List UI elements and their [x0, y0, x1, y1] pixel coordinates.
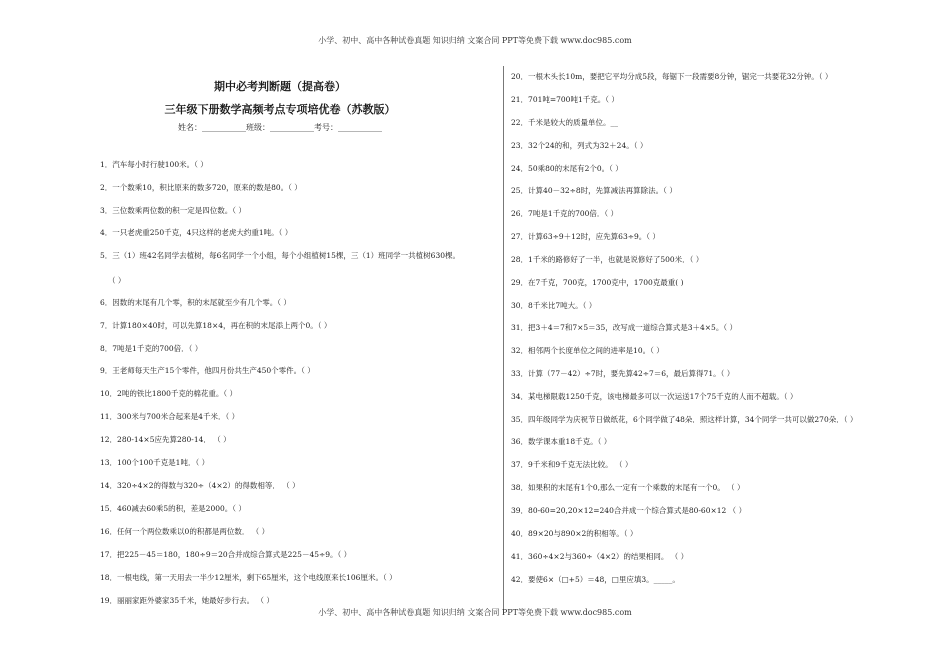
- question-item: 12．280-14×5应先算280-14． （ ）: [100, 435, 231, 444]
- question-item: 11．300米与700米合起来是4千米．（ ）: [100, 412, 240, 421]
- question-item: 23．32个24的和，列式为32＋24。（ ）: [511, 141, 648, 150]
- question-item: 19．丽丽家距外婆家35千米，她最好步行去。 （ ）: [100, 596, 274, 605]
- question-item: 20．一根木头长10m，要把它平均分成5段，每锯下一段需要8分钟，锯完一共要花32分钟。（ ）: [511, 72, 833, 81]
- header-subtitle: 三年级下册数学高频考点专项培优卷（苏教版）: [164, 103, 396, 116]
- question-item: 34．某电梯限载1250千克，该电梯最多可以一次运送17个75千克的人而不超载。（ ）: [511, 392, 798, 401]
- question-item: 35．四年级同学为庆祝节日做纸花，6个同学做了48朵．照这样计算，34个同学一共可以做270朵．（ ）: [511, 415, 858, 424]
- question-item: 30．8千米比7吨大。（ ）: [511, 301, 597, 310]
- question-item: 37．9千米和9千克无法比较。 （ ）: [511, 460, 633, 469]
- question-item: 10．2吨的铁比1800千克的棉花重。（ ）: [100, 389, 238, 398]
- question-item: 17．把225－45＝180，180÷9＝20合并成综合算式是225－45÷9。（ ）: [100, 550, 352, 559]
- question-item: 41．360÷4×2与360÷（4×2）的结果相同。 （ ）: [511, 552, 689, 561]
- question-item: 2．一个数乘10，积比原来的数多720，原来的数是80。（ ）: [100, 183, 302, 192]
- question-item: 9．王老师每天生产15个零件，他四月份共生产450个零件。（ ）: [100, 366, 315, 375]
- question-item: 1．汽车每小时行驶100米。（ ）: [100, 160, 208, 169]
- question-item: 28．1千米的路修好了一半，也就是说修好了500米．（ ）: [511, 255, 704, 264]
- question-item: 27．计算63÷9＋12时，应先算63÷9。（ ）: [511, 232, 660, 241]
- question-item: 21．701吨=700吨1千克。（ ）: [511, 95, 619, 104]
- question-item: 29．在7千克，700克，1700克中，1700克最重( ): [511, 278, 684, 287]
- question-item: 42．要使6×（□+5）＝48，□里应填3。_____。: [511, 575, 680, 584]
- question-item: 13．100个100千克是1吨．（ ）: [100, 458, 210, 467]
- question-item: 16．任何一个两位数乘以0的积都是两位数． （ ）: [100, 527, 270, 536]
- top-banner: 小学、初中、高中各种试卷真题 知识归纳 文案合同 PPT等免费下载 www.doc985.com: [318, 36, 632, 45]
- question-item: 15．460减去60乘5的积，差是2000。（ ）: [100, 504, 246, 513]
- column-divider: [503, 66, 504, 614]
- question-item-continuation: （ ）: [108, 276, 126, 285]
- question-item: 25．计算40－32÷8时，先算减法再算除法。（ ）: [511, 186, 677, 195]
- question-item: 38．如果积的末尾有1个0,那么一定有一个乘数的末尾有一个0。 （ ）: [511, 483, 745, 492]
- question-item: 24．50乘80的末尾有2个0。（ ）: [511, 164, 623, 173]
- question-item: 5．三（1）班42名同学去植树，每6名同学一个小组，每个小组植树15棵，三（1）班同学一共植树630棵。: [100, 251, 460, 260]
- question-item: 3．三位数乘两位数的积一定是四位数。（ ）: [100, 206, 246, 215]
- question-item: 31．把3＋4＝7和7×5＝35，改写成一道综合算式是3＋4×5。（ ）: [511, 323, 737, 332]
- question-item: 14．320÷4×2的得数与320÷（4×2）的得数相等． （ ）: [100, 481, 300, 490]
- question-item: 4．一只老虎重250千克，4只这样的老虎大约重1吨。（ ）: [100, 228, 293, 237]
- question-item: 39．80-60=20,20×12=240合并成一个综合算式是80-60×12 （ ）: [511, 506, 747, 515]
- question-item: 7．计算180×40时，可以先算18×4，再在积的末尾添上两个0。（ ）: [100, 321, 332, 330]
- question-item: 32．相邻两个长度单位之间的进率是10。（ ）: [511, 346, 664, 355]
- question-item: 36．数学课本重18千克。（ ）: [511, 437, 612, 446]
- question-item: 6．因数的末尾有几个零，积的末尾就至少有几个零。（ ）: [100, 298, 291, 307]
- question-item: 26．7吨是1千克的700倍．（ ）: [511, 209, 619, 218]
- question-item: 8．7吨是1千克的700倍．（ ）: [100, 344, 203, 353]
- question-item: 40．89×20与890×2的积相等。（ ）: [511, 529, 638, 538]
- student-info-line: 姓名：___________班级：___________考号：___________: [178, 123, 382, 132]
- question-item: 22．千米是较大的质量单位。__: [511, 118, 619, 127]
- bottom-banner: 小学、初中、高中各种试卷真题 知识归纳 文案合同 PPT等免费下载 www.doc985.com: [318, 608, 632, 617]
- question-item: 18．一根电线，第一天用去一半少12厘米，剩下65厘米，这个电线原来长106厘米。（ ）: [100, 573, 397, 582]
- question-item: 33．计算（77－42）÷7时，要先算42÷7＝6，最后算得71。（ ）: [511, 369, 735, 378]
- header-title: 期中必考判断题（提高卷）: [214, 80, 346, 93]
